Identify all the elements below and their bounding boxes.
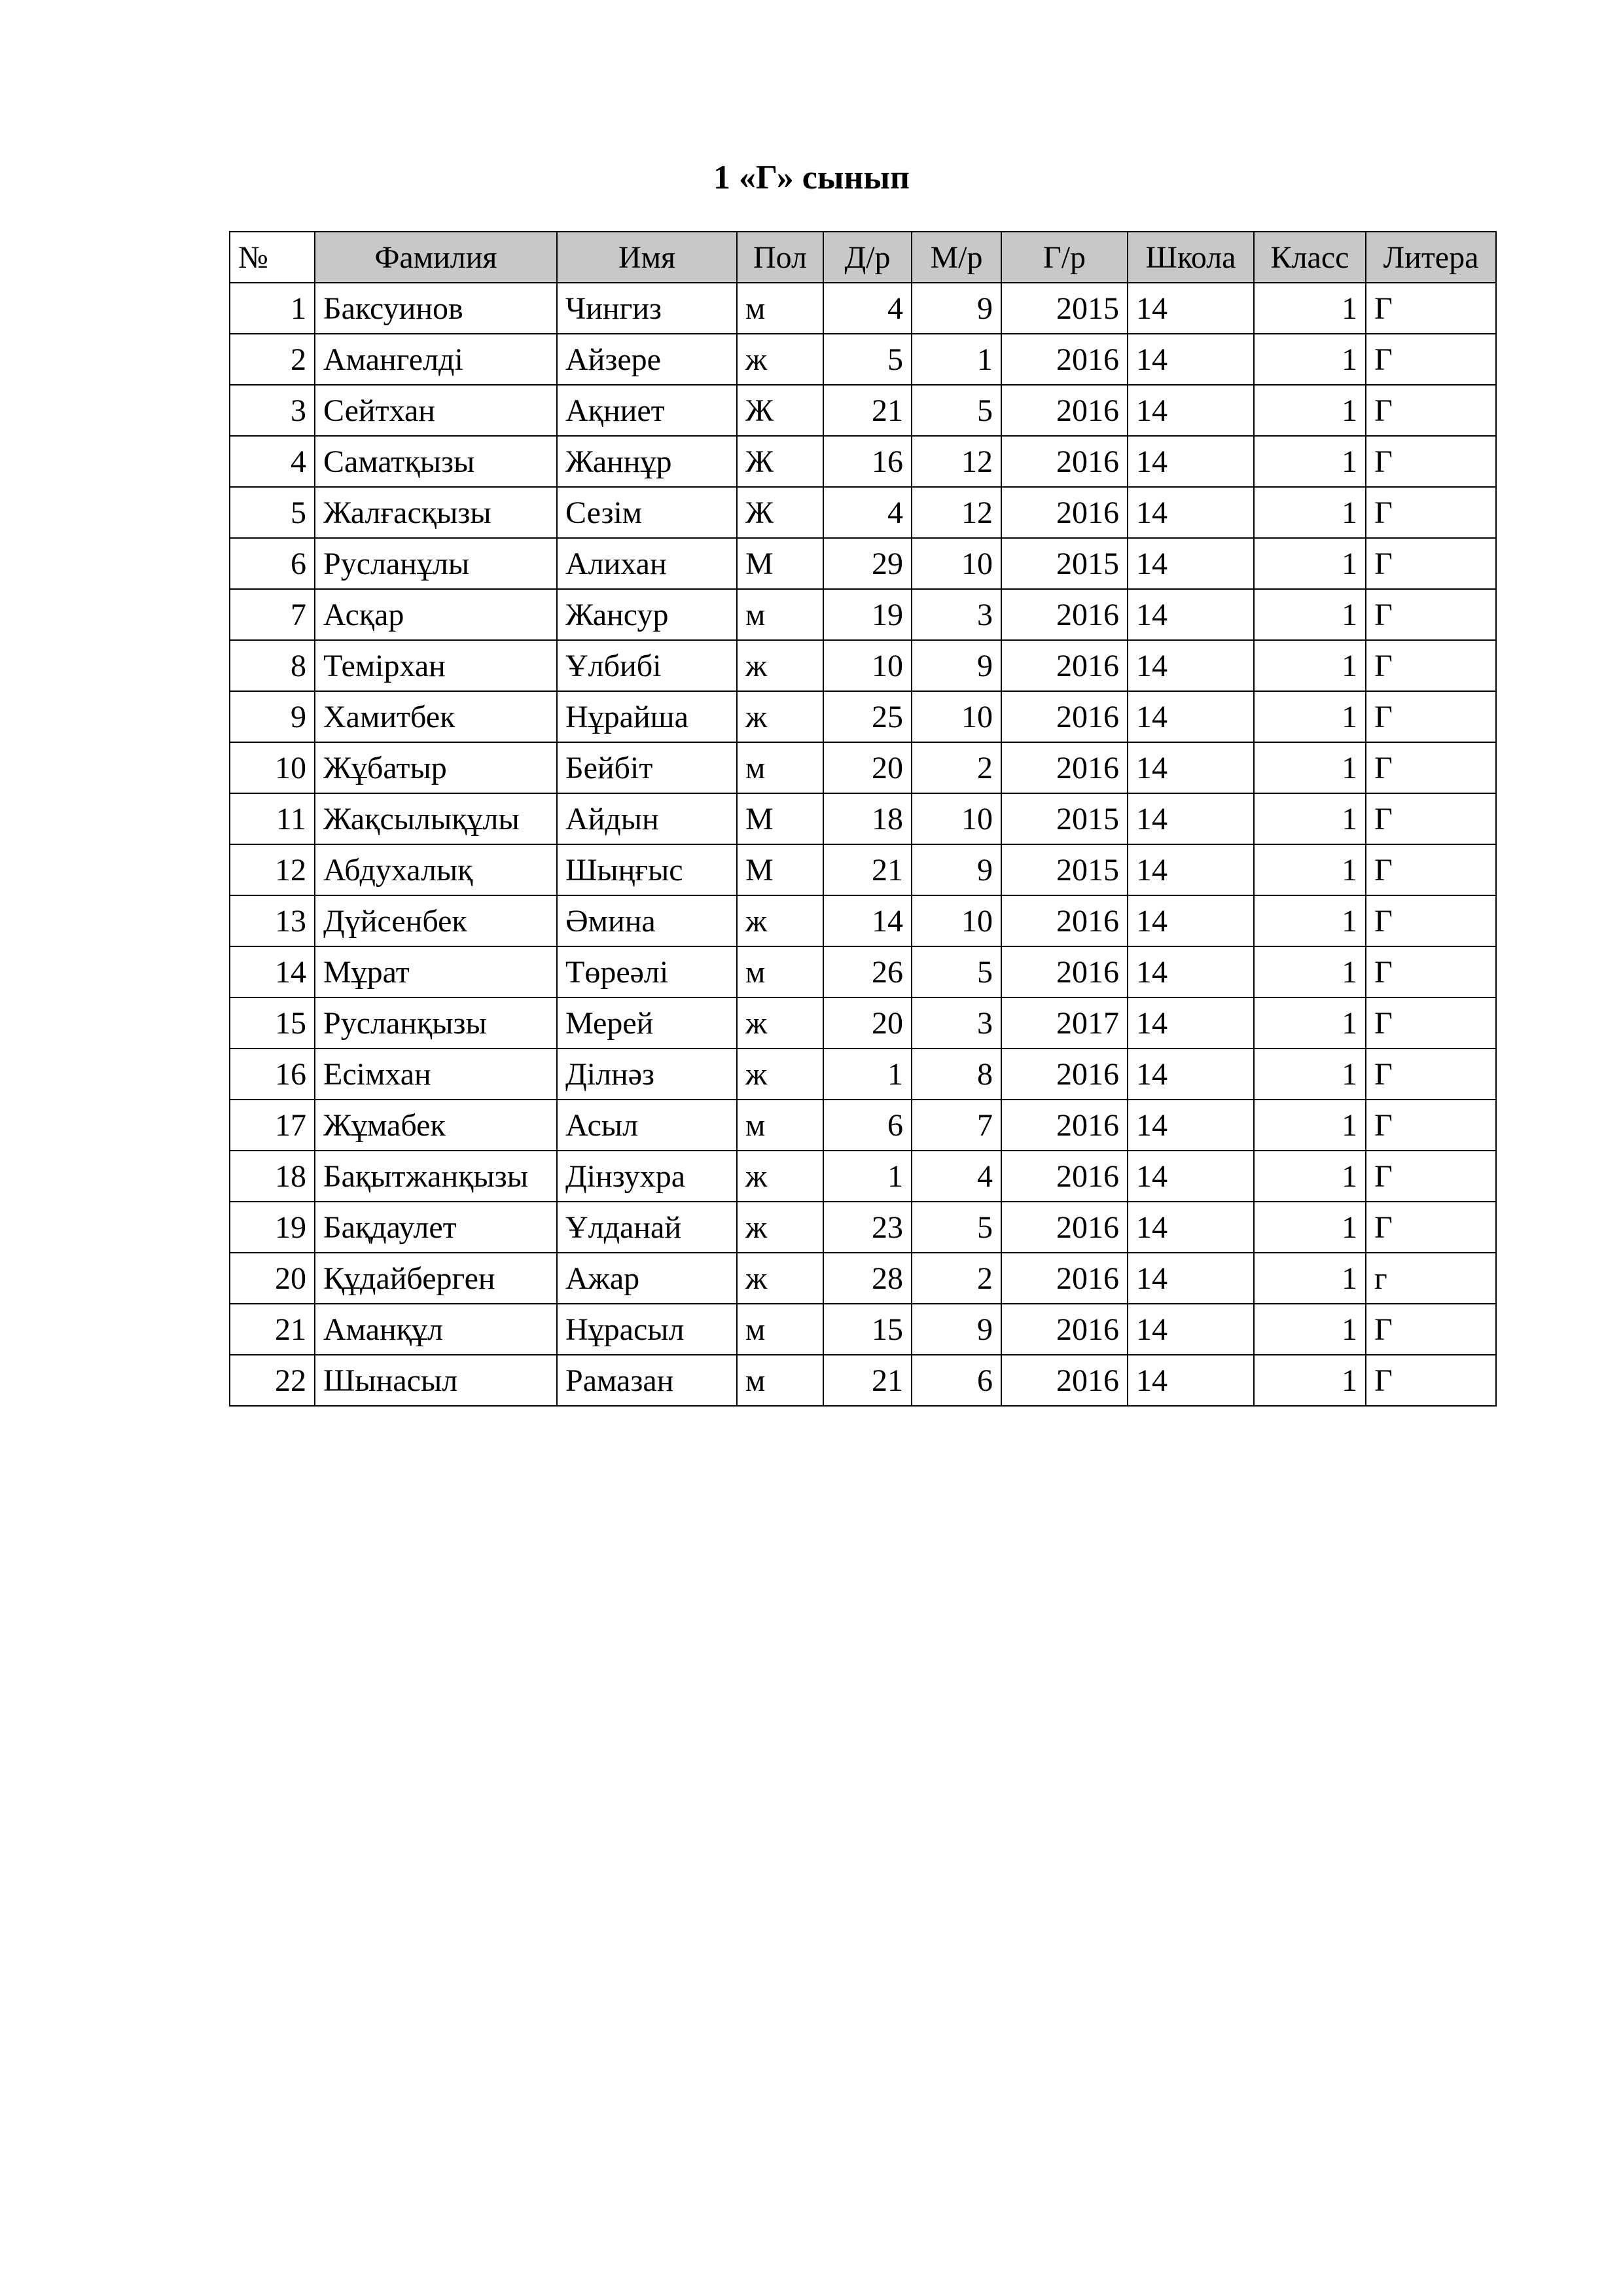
cell-birth-month: 7 xyxy=(912,1100,1001,1151)
cell-gender: ж xyxy=(737,1151,823,1202)
cell-birth-month: 5 xyxy=(912,946,1001,997)
cell-birth-month: 9 xyxy=(912,1304,1001,1355)
cell-class: 1 xyxy=(1254,436,1366,487)
cell-gender: Ж xyxy=(737,436,823,487)
cell-school: 14 xyxy=(1128,589,1254,640)
table-row xyxy=(230,589,1496,640)
table-row xyxy=(230,895,1496,946)
cell-birth-year: 2015 xyxy=(1001,844,1128,895)
cell-name: Төреәлі xyxy=(557,946,737,997)
cell-letter: Г xyxy=(1366,640,1496,691)
cell-name: Айзере xyxy=(557,334,737,385)
cell-birth-month: 9 xyxy=(912,844,1001,895)
cell-letter: Г xyxy=(1366,1049,1496,1100)
cell-number: 14 xyxy=(230,946,315,997)
cell-letter: Г xyxy=(1366,997,1496,1049)
cell-class: 1 xyxy=(1254,997,1366,1049)
cell-number: 3 xyxy=(230,385,315,436)
cell-birth-month: 9 xyxy=(912,283,1001,334)
cell-name: Ұлданай xyxy=(557,1202,737,1253)
cell-birth-day: 16 xyxy=(823,436,912,487)
cell-surname: Жақсылықұлы xyxy=(315,793,557,844)
cell-gender: ж xyxy=(737,1049,823,1100)
cell-birth-day: 18 xyxy=(823,793,912,844)
cell-school: 14 xyxy=(1128,1355,1254,1406)
cell-name: Алихан xyxy=(557,538,737,589)
cell-birth-month: 5 xyxy=(912,1202,1001,1253)
cell-class: 1 xyxy=(1254,538,1366,589)
cell-class: 1 xyxy=(1254,589,1366,640)
cell-gender: м xyxy=(737,946,823,997)
cell-birth-day: 20 xyxy=(823,742,912,793)
cell-birth-month: 8 xyxy=(912,1049,1001,1100)
cell-birth-year: 2016 xyxy=(1001,742,1128,793)
cell-number: 5 xyxy=(230,487,315,538)
table-row xyxy=(230,997,1496,1049)
cell-letter: Г xyxy=(1366,1355,1496,1406)
table-row xyxy=(230,487,1496,538)
cell-birth-day: 4 xyxy=(823,487,912,538)
table-header-row xyxy=(230,232,1496,283)
cell-birth-year: 2016 xyxy=(1001,1304,1128,1355)
cell-surname: Жалғасқызы xyxy=(315,487,557,538)
cell-letter: Г xyxy=(1366,538,1496,589)
cell-birth-day: 21 xyxy=(823,385,912,436)
table-row xyxy=(230,1304,1496,1355)
header-birth-day: Д/р xyxy=(823,232,912,283)
table-row xyxy=(230,1151,1496,1202)
cell-gender: ж xyxy=(737,640,823,691)
header-school: Школа xyxy=(1128,232,1254,283)
table-row xyxy=(230,1049,1496,1100)
cell-school: 14 xyxy=(1128,487,1254,538)
cell-birth-year: 2015 xyxy=(1001,283,1128,334)
cell-birth-month: 10 xyxy=(912,895,1001,946)
cell-surname: Құдайберген xyxy=(315,1253,557,1304)
cell-gender: ж xyxy=(737,895,823,946)
cell-gender: м xyxy=(737,589,823,640)
cell-name: Жаннұр xyxy=(557,436,737,487)
cell-school: 14 xyxy=(1128,844,1254,895)
cell-class: 1 xyxy=(1254,385,1366,436)
cell-gender: м xyxy=(737,1304,823,1355)
cell-birth-day: 29 xyxy=(823,538,912,589)
cell-birth-month: 5 xyxy=(912,385,1001,436)
cell-number: 2 xyxy=(230,334,315,385)
cell-birth-year: 2016 xyxy=(1001,1355,1128,1406)
cell-birth-month: 1 xyxy=(912,334,1001,385)
cell-school: 14 xyxy=(1128,946,1254,997)
cell-number: 15 xyxy=(230,997,315,1049)
cell-gender: м xyxy=(737,283,823,334)
cell-school: 14 xyxy=(1128,1151,1254,1202)
cell-class: 1 xyxy=(1254,946,1366,997)
cell-birth-day: 5 xyxy=(823,334,912,385)
cell-school: 14 xyxy=(1128,742,1254,793)
cell-gender: Ж xyxy=(737,385,823,436)
cell-surname: Жұмабек xyxy=(315,1100,557,1151)
cell-gender: Ж xyxy=(737,487,823,538)
header-surname: Фамилия xyxy=(315,232,557,283)
header-class: Класс xyxy=(1254,232,1366,283)
cell-surname: Русланқызы xyxy=(315,997,557,1049)
cell-school: 14 xyxy=(1128,640,1254,691)
cell-name: Айдын xyxy=(557,793,737,844)
cell-school: 14 xyxy=(1128,895,1254,946)
cell-letter: Г xyxy=(1366,895,1496,946)
cell-birth-month: 10 xyxy=(912,538,1001,589)
cell-number: 13 xyxy=(230,895,315,946)
page-title: 1 «Г» сынып xyxy=(713,159,910,196)
cell-name: Рамазан xyxy=(557,1355,737,1406)
cell-birth-day: 15 xyxy=(823,1304,912,1355)
table-row xyxy=(230,334,1496,385)
cell-number: 18 xyxy=(230,1151,315,1202)
cell-birth-year: 2016 xyxy=(1001,487,1128,538)
cell-name: Асыл xyxy=(557,1100,737,1151)
cell-class: 1 xyxy=(1254,742,1366,793)
cell-birth-year: 2017 xyxy=(1001,997,1128,1049)
cell-letter: Г xyxy=(1366,385,1496,436)
cell-letter: Г xyxy=(1366,1100,1496,1151)
cell-number: 4 xyxy=(230,436,315,487)
cell-birth-year: 2016 xyxy=(1001,1202,1128,1253)
cell-birth-year: 2016 xyxy=(1001,1049,1128,1100)
header-number: № xyxy=(230,232,315,283)
cell-surname: Сейтхан xyxy=(315,385,557,436)
header-gender: Пол xyxy=(737,232,823,283)
cell-birth-day: 4 xyxy=(823,283,912,334)
cell-birth-year: 2016 xyxy=(1001,1253,1128,1304)
cell-birth-year: 2016 xyxy=(1001,895,1128,946)
cell-surname: Есімхан xyxy=(315,1049,557,1100)
cell-school: 14 xyxy=(1128,385,1254,436)
cell-surname: Хамитбек xyxy=(315,691,557,742)
cell-name: Ділнәз xyxy=(557,1049,737,1100)
cell-birth-month: 2 xyxy=(912,1253,1001,1304)
cell-birth-day: 26 xyxy=(823,946,912,997)
cell-number: 19 xyxy=(230,1202,315,1253)
cell-birth-year: 2016 xyxy=(1001,946,1128,997)
cell-name: Бейбіт xyxy=(557,742,737,793)
cell-gender: ж xyxy=(737,997,823,1049)
table-row xyxy=(230,742,1496,793)
cell-surname: Аманқұл xyxy=(315,1304,557,1355)
table-row xyxy=(230,283,1496,334)
cell-birth-year: 2016 xyxy=(1001,1151,1128,1202)
cell-birth-year: 2016 xyxy=(1001,589,1128,640)
cell-birth-year: 2015 xyxy=(1001,793,1128,844)
cell-birth-month: 10 xyxy=(912,793,1001,844)
cell-name: Шыңғыс xyxy=(557,844,737,895)
table-row xyxy=(230,1202,1496,1253)
cell-gender: ж xyxy=(737,1202,823,1253)
cell-birth-month: 4 xyxy=(912,1151,1001,1202)
cell-letter: Г xyxy=(1366,487,1496,538)
cell-school: 14 xyxy=(1128,1202,1254,1253)
cell-school: 14 xyxy=(1128,334,1254,385)
cell-name: Нұрайша xyxy=(557,691,737,742)
cell-birth-year: 2016 xyxy=(1001,436,1128,487)
cell-name: Мерей xyxy=(557,997,737,1049)
cell-number: 16 xyxy=(230,1049,315,1100)
cell-birth-day: 20 xyxy=(823,997,912,1049)
cell-surname: Бақдаулет xyxy=(315,1202,557,1253)
cell-name: Ажар xyxy=(557,1253,737,1304)
cell-birth-day: 19 xyxy=(823,589,912,640)
cell-class: 1 xyxy=(1254,283,1366,334)
cell-school: 14 xyxy=(1128,691,1254,742)
cell-name: Дінзухра xyxy=(557,1151,737,1202)
cell-surname: Темірхан xyxy=(315,640,557,691)
cell-surname: Дүйсенбек xyxy=(315,895,557,946)
cell-class: 1 xyxy=(1254,691,1366,742)
table-row xyxy=(230,640,1496,691)
cell-surname: Абдухалық xyxy=(315,844,557,895)
header-birth-year: Г/р xyxy=(1001,232,1128,283)
cell-name: Ақниет xyxy=(557,385,737,436)
cell-class: 1 xyxy=(1254,1202,1366,1253)
cell-class: 1 xyxy=(1254,1049,1366,1100)
table-row xyxy=(230,844,1496,895)
cell-letter: Г xyxy=(1366,1151,1496,1202)
cell-birth-month: 12 xyxy=(912,436,1001,487)
cell-school: 14 xyxy=(1128,1049,1254,1100)
cell-class: 1 xyxy=(1254,640,1366,691)
cell-birth-year: 2016 xyxy=(1001,334,1128,385)
cell-class: 1 xyxy=(1254,1151,1366,1202)
cell-birth-month: 6 xyxy=(912,1355,1001,1406)
cell-number: 21 xyxy=(230,1304,315,1355)
cell-class: 1 xyxy=(1254,1100,1366,1151)
cell-letter: Г xyxy=(1366,1202,1496,1253)
cell-letter: Г xyxy=(1366,742,1496,793)
cell-birth-year: 2016 xyxy=(1001,640,1128,691)
cell-school: 14 xyxy=(1128,793,1254,844)
table-row xyxy=(230,691,1496,742)
cell-name: Жансур xyxy=(557,589,737,640)
cell-birth-month: 12 xyxy=(912,487,1001,538)
cell-class: 1 xyxy=(1254,1355,1366,1406)
cell-birth-year: 2016 xyxy=(1001,1100,1128,1151)
cell-class: 1 xyxy=(1254,334,1366,385)
cell-surname: Жұбатыр xyxy=(315,742,557,793)
cell-letter: г xyxy=(1366,1253,1496,1304)
cell-surname: Бақытжанқызы xyxy=(315,1151,557,1202)
cell-class: 1 xyxy=(1254,1304,1366,1355)
cell-letter: Г xyxy=(1366,334,1496,385)
table-row xyxy=(230,436,1496,487)
cell-birth-day: 6 xyxy=(823,1100,912,1151)
table-row xyxy=(230,1253,1496,1304)
cell-name: Нұрасыл xyxy=(557,1304,737,1355)
cell-gender: М xyxy=(737,793,823,844)
cell-school: 14 xyxy=(1128,1100,1254,1151)
cell-number: 22 xyxy=(230,1355,315,1406)
cell-gender: м xyxy=(737,742,823,793)
cell-class: 1 xyxy=(1254,844,1366,895)
cell-surname: Саматқызы xyxy=(315,436,557,487)
cell-letter: Г xyxy=(1366,589,1496,640)
cell-gender: ж xyxy=(737,1253,823,1304)
cell-class: 1 xyxy=(1254,895,1366,946)
cell-birth-day: 10 xyxy=(823,640,912,691)
cell-surname: Шынасыл xyxy=(315,1355,557,1406)
table-row xyxy=(230,793,1496,844)
cell-school: 14 xyxy=(1128,1304,1254,1355)
cell-birth-year: 2015 xyxy=(1001,538,1128,589)
cell-gender: ж xyxy=(737,334,823,385)
cell-birth-month: 3 xyxy=(912,589,1001,640)
cell-birth-year: 2016 xyxy=(1001,385,1128,436)
student-table xyxy=(229,231,1497,1407)
cell-birth-day: 1 xyxy=(823,1151,912,1202)
cell-letter: Г xyxy=(1366,793,1496,844)
cell-number: 9 xyxy=(230,691,315,742)
cell-letter: Г xyxy=(1366,946,1496,997)
cell-number: 7 xyxy=(230,589,315,640)
cell-class: 1 xyxy=(1254,793,1366,844)
cell-birth-month: 2 xyxy=(912,742,1001,793)
cell-surname: Русланұлы xyxy=(315,538,557,589)
cell-letter: Г xyxy=(1366,691,1496,742)
cell-birth-month: 10 xyxy=(912,691,1001,742)
cell-number: 6 xyxy=(230,538,315,589)
table-row xyxy=(230,538,1496,589)
cell-letter: Г xyxy=(1366,844,1496,895)
cell-number: 17 xyxy=(230,1100,315,1151)
table-row xyxy=(230,1355,1496,1406)
cell-birth-day: 23 xyxy=(823,1202,912,1253)
cell-name: Сезім xyxy=(557,487,737,538)
cell-gender: М xyxy=(737,844,823,895)
cell-gender: ж xyxy=(737,691,823,742)
table-row xyxy=(230,385,1496,436)
cell-school: 14 xyxy=(1128,538,1254,589)
cell-school: 14 xyxy=(1128,436,1254,487)
cell-name: Әмина xyxy=(557,895,737,946)
cell-surname: Мұрат xyxy=(315,946,557,997)
cell-surname: Асқар xyxy=(315,589,557,640)
cell-birth-month: 3 xyxy=(912,997,1001,1049)
cell-gender: м xyxy=(737,1100,823,1151)
cell-letter: Г xyxy=(1366,283,1496,334)
cell-birth-day: 14 xyxy=(823,895,912,946)
cell-school: 14 xyxy=(1128,997,1254,1049)
cell-number: 1 xyxy=(230,283,315,334)
cell-birth-month: 9 xyxy=(912,640,1001,691)
cell-gender: м xyxy=(737,1355,823,1406)
cell-number: 20 xyxy=(230,1253,315,1304)
cell-gender: М xyxy=(737,538,823,589)
cell-birth-day: 25 xyxy=(823,691,912,742)
cell-letter: Г xyxy=(1366,436,1496,487)
cell-surname: Баксуинов xyxy=(315,283,557,334)
cell-name: Чингиз xyxy=(557,283,737,334)
cell-birth-day: 28 xyxy=(823,1253,912,1304)
cell-class: 1 xyxy=(1254,1253,1366,1304)
cell-birth-day: 1 xyxy=(823,1049,912,1100)
cell-number: 11 xyxy=(230,793,315,844)
header-name: Имя xyxy=(557,232,737,283)
cell-birth-day: 21 xyxy=(823,1355,912,1406)
cell-letter: Г xyxy=(1366,1304,1496,1355)
cell-school: 14 xyxy=(1128,283,1254,334)
cell-number: 10 xyxy=(230,742,315,793)
cell-birth-year: 2016 xyxy=(1001,691,1128,742)
cell-surname: Амангелді xyxy=(315,334,557,385)
table-body xyxy=(230,283,1496,1406)
header-birth-month: М/р xyxy=(912,232,1001,283)
cell-school: 14 xyxy=(1128,1253,1254,1304)
table-row xyxy=(230,1100,1496,1151)
cell-birth-day: 21 xyxy=(823,844,912,895)
cell-number: 8 xyxy=(230,640,315,691)
table-row xyxy=(230,946,1496,997)
cell-name: Ұлбибі xyxy=(557,640,737,691)
cell-class: 1 xyxy=(1254,487,1366,538)
header-letter: Литера xyxy=(1366,232,1496,283)
cell-number: 12 xyxy=(230,844,315,895)
